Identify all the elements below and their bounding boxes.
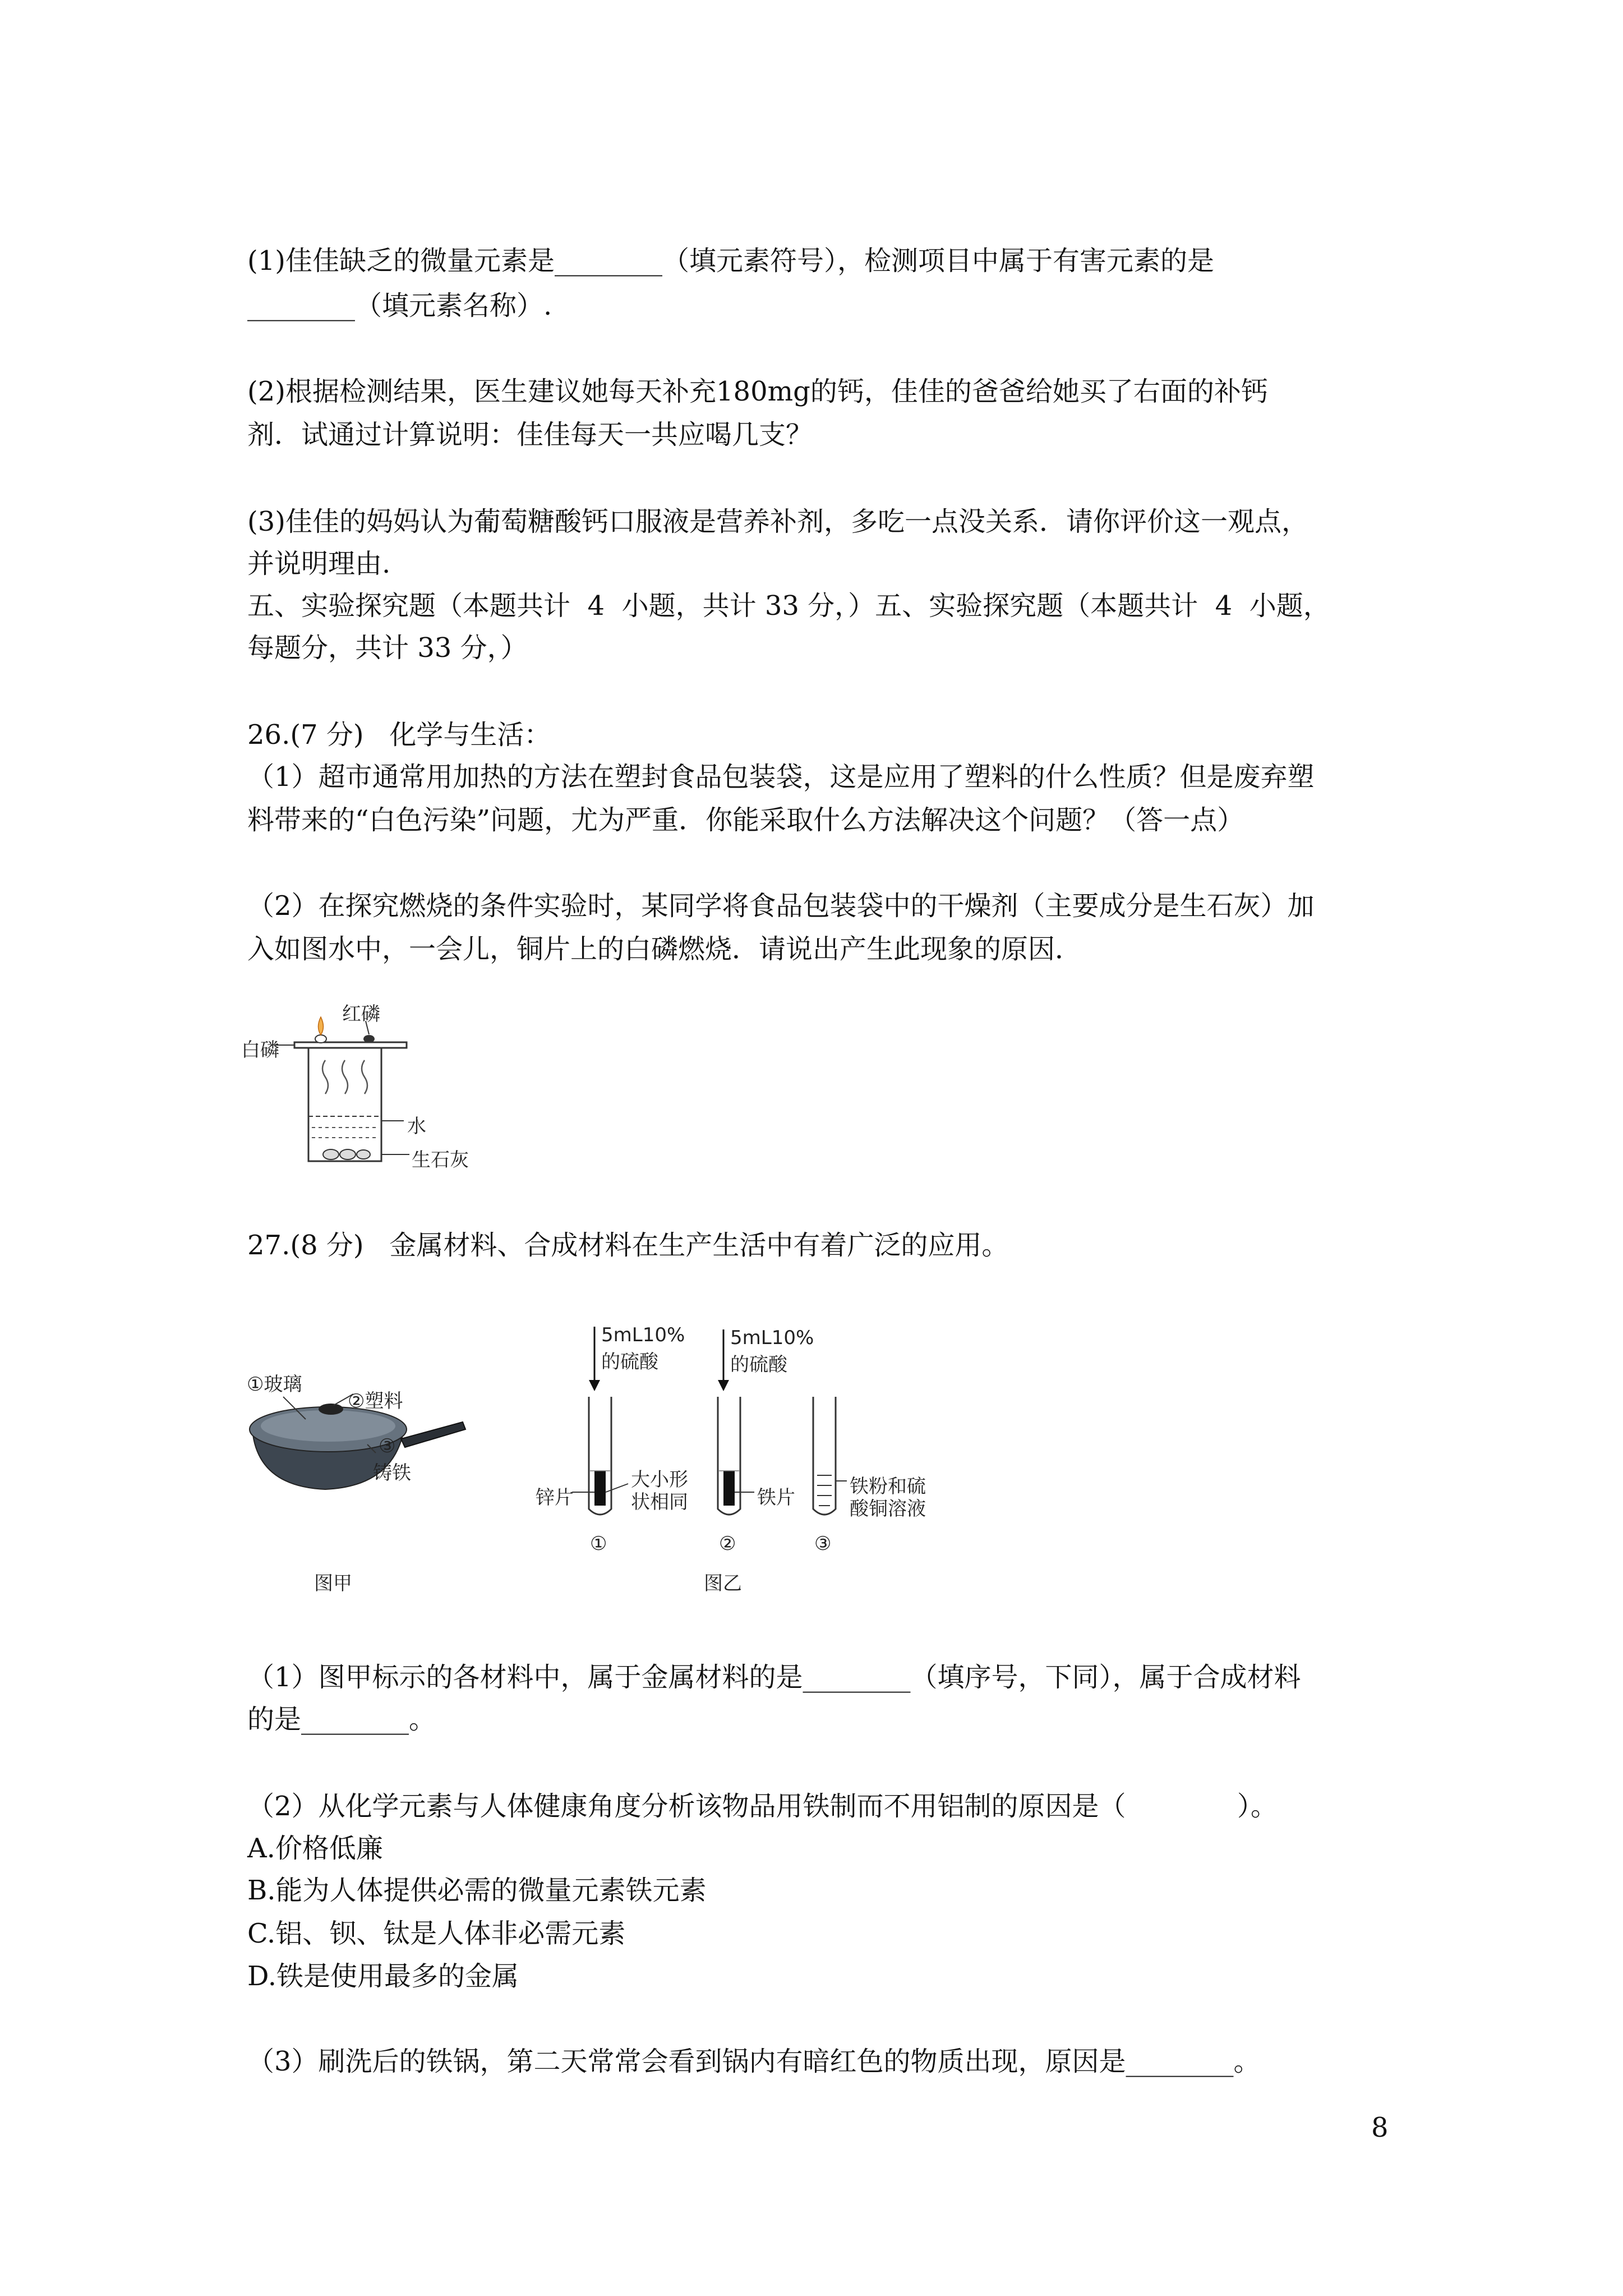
label-same-size-1: 大小形 (631, 1469, 688, 1491)
figure-yi-caption: 图乙 (704, 1572, 742, 1595)
beaker (308, 1048, 381, 1161)
q25-part1-line2: ________（填元素名称）. (247, 290, 552, 321)
iron-strip (723, 1471, 735, 1506)
q27-header: 27.(8 分) 金属材料、合成材料在生产生活中有着广泛的应用。 (247, 1230, 1009, 1261)
section5-header-line2: 每题分，共计 33 分，） (247, 632, 528, 664)
arrow-down-icon (718, 1380, 729, 1391)
q27-option-c: C.铝、钡、钛是人体非必需元素 (247, 1918, 626, 1949)
label-red-phosphorus: 红磷 (342, 1003, 380, 1025)
label-plastic: ②塑料 (348, 1390, 403, 1412)
label-glass: ①玻璃 (247, 1373, 302, 1396)
arrow-down-icon (589, 1380, 600, 1391)
figure-jia-wok (241, 1369, 477, 1604)
q27-part1-line1: （1）图甲标示的各材料中，属于金属材料的是________（填序号，下同），属于合成材料 (247, 1662, 1301, 1693)
label-tube-2: ② (719, 1533, 736, 1555)
q25-part3-line2: 并说明理由. (247, 548, 391, 579)
wok-handle (401, 1422, 465, 1447)
label-same-size-2: 状相同 (631, 1491, 688, 1513)
q25-part1-line1: (1)佳佳缺乏的微量元素是________（填元素符号），检测项目中属于有害元素的是 (247, 245, 1214, 277)
label-acid-2a: 5mL10% (730, 1327, 814, 1349)
q27-option-d: D.铁是使用最多的金属 (247, 1961, 519, 1992)
q26-part1-line2: 料带来的“白色污染”问题，尤为严重．你能采取什么方法解决这个问题？（答一点） (247, 804, 1244, 836)
q26-header: 26.(7 分) 化学与生活： (247, 719, 551, 751)
copper-plate (294, 1042, 407, 1048)
label-water: 水 (407, 1115, 426, 1138)
label-zinc: 锌片 (536, 1487, 574, 1509)
q27-option-b: B.能为人体提供必需的微量元素铁元素 (247, 1875, 707, 1906)
label-quicklime: 生石灰 (412, 1149, 469, 1171)
q26-part1-line1: （1）超市通常用加热的方法在塑封食品包装袋，这是应用了塑料的什么性质？但是废弃塑 (247, 761, 1315, 793)
section5-header-line1: 五、实验探究题（本题共计 4 小题，共计 33 分，）五、实验探究题（本题共计 4 小题， (247, 590, 1330, 622)
page-number: 8 (1371, 2112, 1389, 2143)
q25-part2-line1: (2)根据检测结果，医生建议她每天补充180mg的钙，佳佳的爸爸给她买了右面的补钙 (247, 376, 1268, 407)
label-acid-2b: 的硫酸 (730, 1354, 787, 1376)
q27-option-a: A.价格低廉 (247, 1833, 383, 1864)
label-iron-powder-2: 酸铜溶液 (850, 1498, 926, 1520)
label-tube-1: ① (590, 1533, 607, 1555)
q26-part2-line1: （2）在探究燃烧的条件实验时，某同学将食品包装袋中的干燥剂（主要成分是生石灰）加 (247, 890, 1315, 922)
red-phosphorus (363, 1035, 375, 1043)
q27-part2: （2）从化学元素与人体健康角度分析该物品用铁制而不用铝制的原因是（ ）。 (247, 1791, 1278, 1822)
lid-knob (319, 1404, 343, 1415)
test-tube-3 (813, 1397, 836, 1515)
q27-part1-line2: 的是________。 (247, 1704, 436, 1735)
combustion-experiment-figure (241, 1003, 499, 1189)
q25-part3-line1: (3)佳佳的妈妈认为葡萄糖酸钙口服液是营养补剂，多吃一点没关系．请你评价这一观点， (247, 506, 1308, 537)
zinc-strip (594, 1471, 606, 1506)
figure-yi-test-tubes (538, 1324, 942, 1604)
label-iron-powder-1: 铁粉和硫 (850, 1475, 926, 1498)
white-phosphorus (315, 1035, 326, 1043)
q25-part2-line2: 剂．试通过计算说明：佳佳每天一共应喝几支？ (247, 419, 813, 450)
q27-part3: （3）刷洗后的铁锅，第二天常常会看到锅内有暗红色的物质出现，原因是________。 (247, 2046, 1261, 2077)
label-cast-iron-number: ③ (379, 1435, 396, 1457)
figure-jia-caption: 图甲 (314, 1572, 352, 1595)
label-acid-1b: 的硫酸 (601, 1351, 658, 1373)
label-tube-3: ③ (814, 1533, 832, 1555)
q26-part2-line2: 入如图水中，一会儿，铜片上的白磷燃烧．请说出产生此现象的原因． (247, 933, 1082, 965)
label-cast-iron: 铸铁 (373, 1462, 411, 1484)
flame-icon (319, 1017, 324, 1035)
label-acid-1a: 5mL10% (601, 1324, 685, 1346)
label-iron: 铁片 (757, 1487, 795, 1509)
label-white-phosphorus: 白磷 (241, 1039, 279, 1061)
